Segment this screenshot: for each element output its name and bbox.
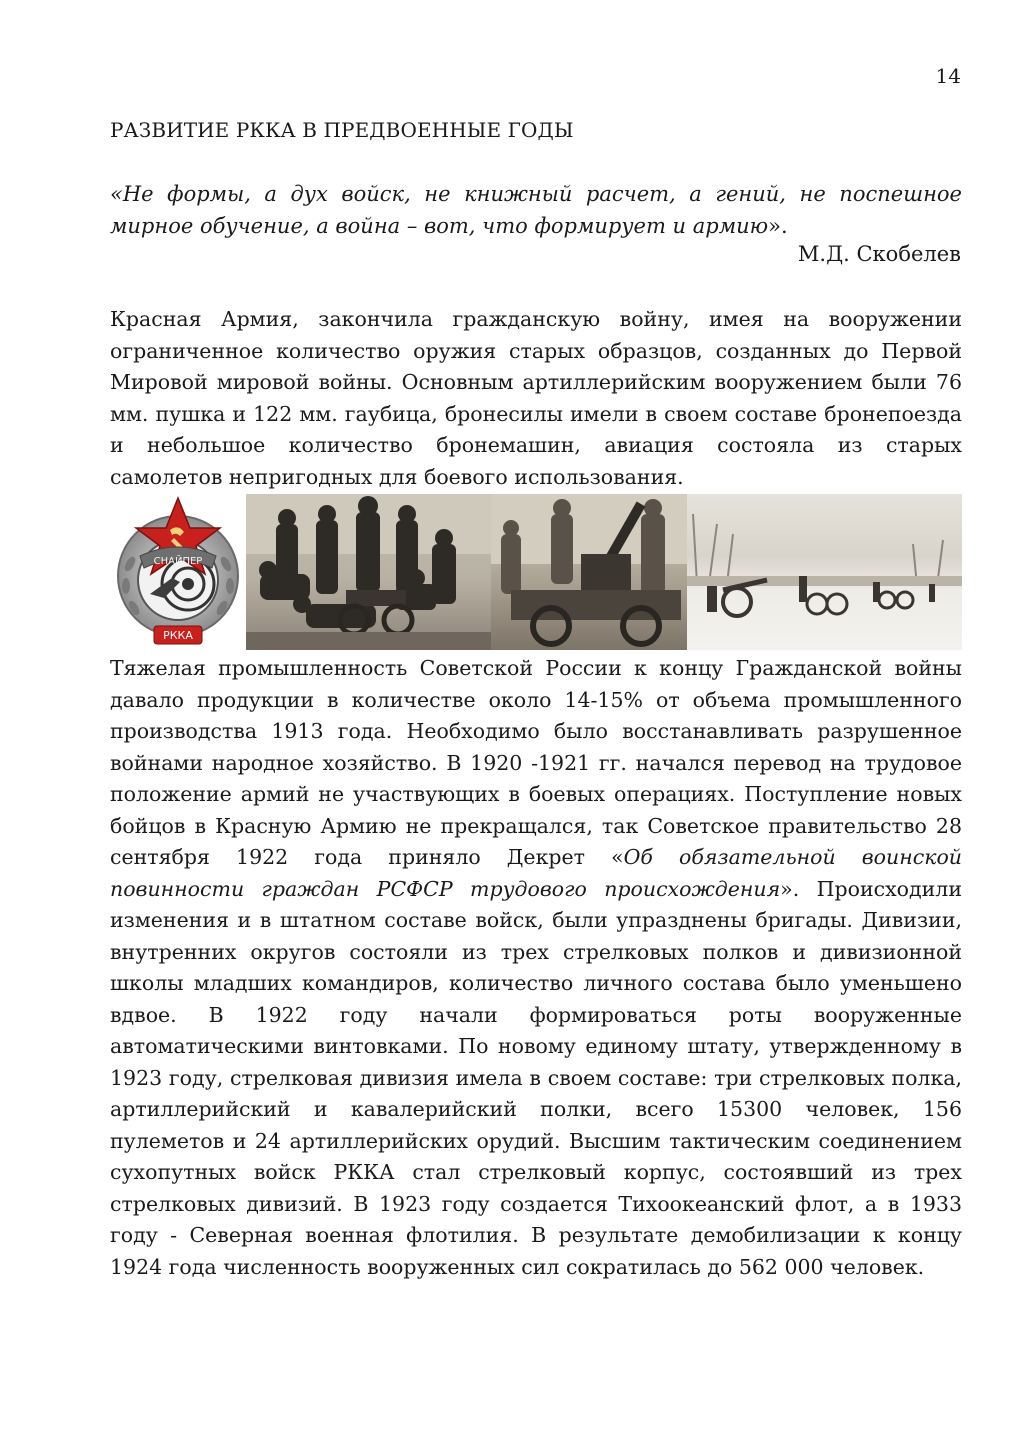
epigraph-quote bbox=[110, 178, 962, 242]
decree-title: Об обязательной воинской повинности граждан РСФСР трудового происхождения bbox=[110, 845, 962, 901]
anti-aircraft-gun-photo bbox=[491, 494, 687, 650]
paragraph-text-part2: ». Происходили изменения и в штатном составе войск, были упразднены бригады. Дивизии, внутренних округов состояли из трех стрелковых полков и дивизионной школы младших командиров, количество личного состава было уменьшено вдвое. В 1922 году начали формироваться роты вооруженные автоматическими винтовками. По новому единому штату, утвержденному в 1923 году, стрелковая дивизия имела в своем составе: три стрелковых полка, артиллерийский и кавалерийский полки, всего 15300 человек, 156 пулеметов и 24 артиллерийских орудий. Высшим тактическим соединением сухопутных войск РККА стал стрелковый корпус, состоявший из трех стрелковых дивизий. В 1923 году создается Тихоокеанский флот, а в 1933 году - Северная военная флотилия. В результате демобилизации к концу 1924 года численность вооруженных сил сократилась до 562 000 человек. bbox=[110, 876, 962, 1279]
epigraph-author: М.Д. Скобелев bbox=[797, 242, 961, 266]
quote-open: « bbox=[110, 182, 123, 206]
paragraph-text-part1: Тяжелая промышленность Советской России к концу Гражданской войны давало продукции в количестве около 14-15% от объема промышленного производства 1913 года. Необходимо было восстанавливать разрушенное войнами народное хозяйство. В 1920 -1921 гг. начался перевод на трудовое положение армий не участвующих в боевых операциях. Поступление новых бойцов в Красную Армию не прекращался, так Советское правительство 28 сентября 1922 года приняло Декрет « bbox=[110, 656, 962, 869]
machine-gun-crew-photo bbox=[246, 494, 491, 650]
badge-banner-text: СНАЙПЕР bbox=[153, 556, 203, 567]
quote-close: ». bbox=[768, 214, 788, 238]
sniper-badge-image bbox=[110, 494, 246, 650]
paragraph-intro: Красная Армия, закончила гражданскую войну, имея на вооружении ограниченное количество оружия старых образцов, созданных до Первой Мировой мировой войны. Основным артиллерийским вооружением были 76 мм. пушка и 122 мм. гаубица, бронесилы имели в своем составе бронепоезда и небольшое количество бронемашин, авиация состояла из старых самолетов непригодных для боевого использования. bbox=[110, 307, 962, 489]
quote-text: Не формы, а дух войск, не книжный расчет, а гений, не поспешное мирное обучение, а война – вот, что формирует и армию bbox=[110, 182, 962, 238]
field-artillery-photo bbox=[687, 494, 962, 650]
badge-bottom-text: РККА bbox=[163, 629, 193, 642]
photo-strip bbox=[110, 494, 962, 650]
section-title: РАЗВИТИЕ РККА В ПРЕДВОЕННЫЕ ГОДЫ bbox=[110, 118, 574, 142]
page-number: 14 bbox=[935, 64, 961, 88]
paragraph-industry bbox=[110, 653, 962, 1283]
